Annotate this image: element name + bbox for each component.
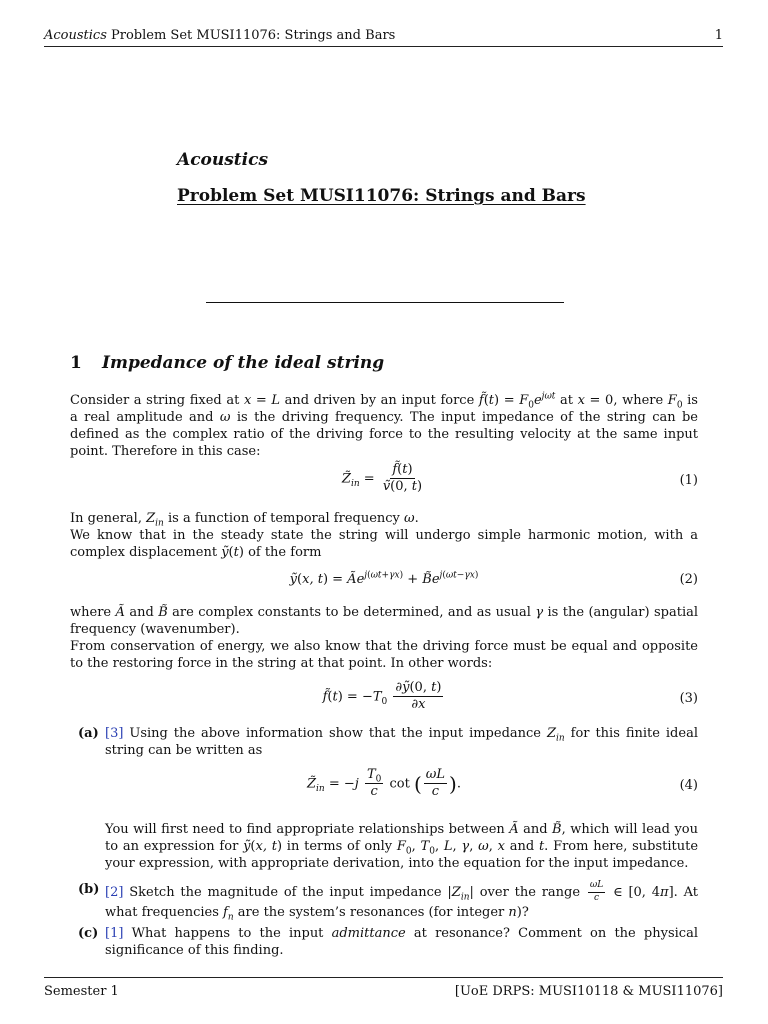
question-c-label: (c) [78,926,99,941]
equation-3 [70,681,698,717]
paragraph-intro: Consider a string fixed at x = L and driven by an input force f̃(t) = $F_0e^{j\omega t}$ at x = 0, where $F_0$ is a real amplitude and ω is the driving frequency. The input impedance of the string can be defined as the complex ratio of the driving force to the resulting velocity at the same input point. Therefore in this case: [70,391,698,459]
title-separator-rule [206,302,564,303]
question-b-marks[interactable]: [2] [105,884,124,900]
question-b-text: [2] Sketch the magnitude of the input impedance $|Z_{in}|$ over the range $\frac{\omega L}{c}$ ∈ [0, 4π]. At what frequencies $f_n$ are the system’s resonances (for integer n)? [105,880,698,923]
paragraph-constants: where Ã and B̃ are complex constants to be determined, and as usual γ is the (angular) spatial frequency (wavenumber). From conservation of energy, we also know that the driving force must be equal and opposite to the restoring force in the string at that point. In other words: [70,605,699,671]
header-rule [44,46,723,47]
equation-2-body: ỹ(x, $t) = Ãe^{j(\omega t+\gamma x)}$ + $B̃e^{j(\omega t-\gamma x)}$ [289,570,479,587]
equation-3-body: f̃(t) = $-T_0$ $\frac{\text{∂ỹ(0, t)}}{\partial x}$ [322,680,442,713]
question-b [70,880,698,923]
footer-rule [44,977,723,978]
question-c-marks[interactable]: [1] [105,926,124,941]
running-header [44,28,723,44]
question-c-text: [1] What happens to the input admittance at resonance? Comment on the physical significance of this finding. [105,926,698,958]
question-a [70,725,698,759]
equation-1 [70,463,698,499]
equation-4-number: (4) [679,778,698,793]
equation-1-body: $Z̃_{in}$ = $\frac{f̃(t)}{\text{ṽ(0, t)}}$ [341,462,423,495]
question-a-text: [3] Using the above information show that the input impedance $Z_{in}$ for this finite ideal string can be written as [105,726,698,758]
equation-2-number: (2) [679,572,698,587]
equation-1-number: (1) [679,473,698,488]
header-title-italic: Acoustics [44,28,107,43]
page-number: 1 [714,28,723,43]
header-title [44,28,395,43]
question-a-marks[interactable]: [3] [105,726,124,741]
equation-4 [70,768,698,804]
question-a-followup: You will first need to find appropriate relationships between Ã and B̃, which will lead you to an expression for ỹ(x, t) in terms of only $F_0$, $T_0$, L, γ, ω, x and t. From here, substitute your expression, with appropriate derivation, into the equation for the input impedance. [105,822,699,871]
paragraph-general: In general, $Z_{in}$ is a function of temporal frequency ω. We know that in the steady state the string will undergo simple harmonic motion, with a complex displacement ỹ(t) of the form [70,511,698,560]
question-a-label: (a) [78,726,99,741]
section-heading [70,353,384,373]
document-title-line2: Problem Set MUSI11076: Strings and Bars [177,186,586,206]
section-title: Impedance of the ideal string [102,353,385,373]
equation-3-number: (3) [679,691,698,706]
header-title-rest: Problem Set MUSI11076: Strings and Bars [106,28,396,43]
question-b-label: (b) [78,882,100,897]
question-c [70,925,698,959]
document-title-line1: Acoustics [177,150,269,170]
section-number: 1 [70,353,82,373]
footer-semester: Semester 1 [44,984,119,999]
equation-2 [70,570,698,606]
footer-course-codes: [UoE DRPS: MUSI10118 & MUSI11076] [454,984,723,999]
equation-4-body: $Z̃_{in} = -j$ $\frac{T_0}{c}$ cot ( $\frac{\omega L}{c}$ ). [307,767,461,800]
